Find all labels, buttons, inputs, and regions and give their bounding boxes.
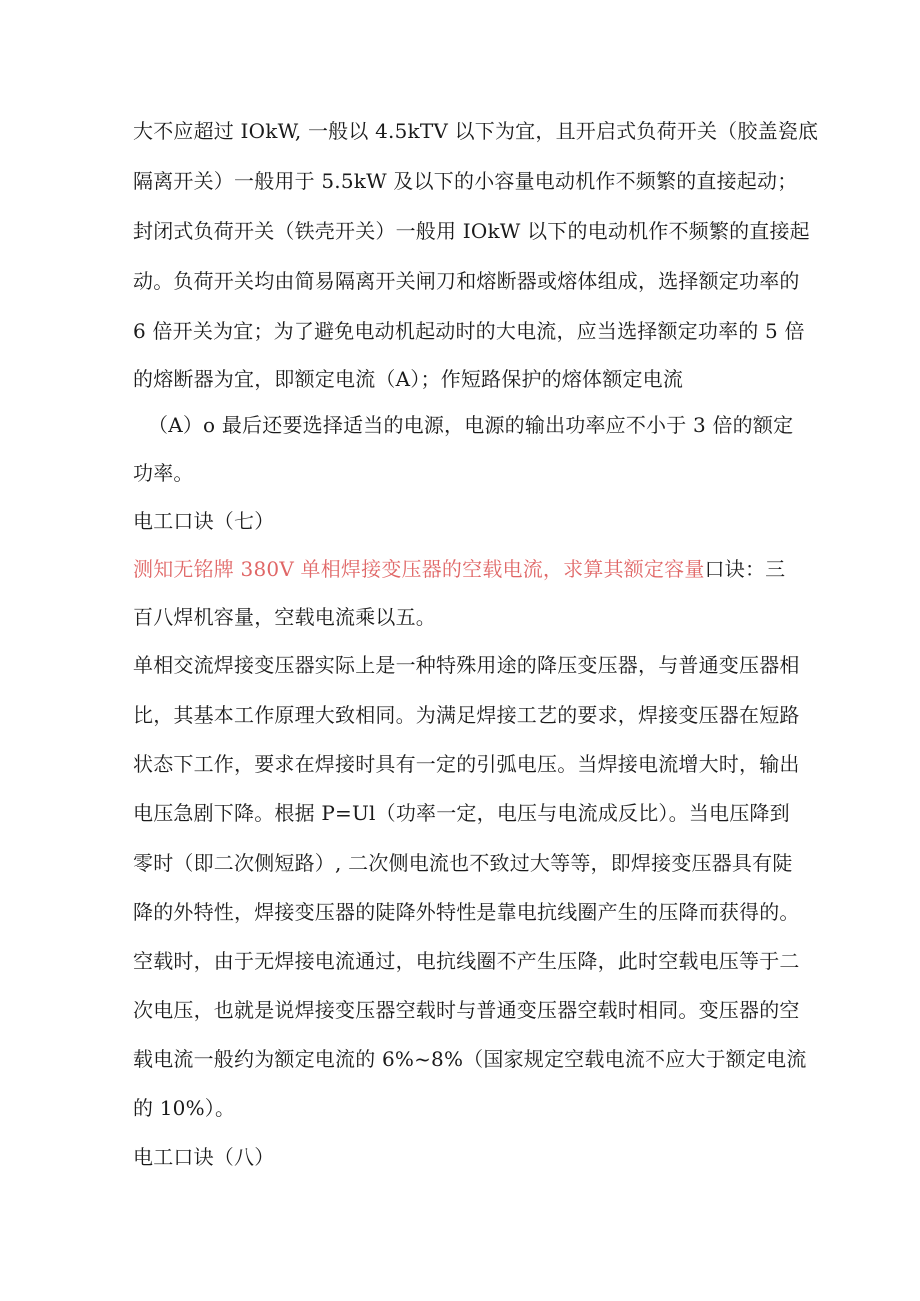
paragraph-1-line-5: 6 倍开关为宜；为了避免电动机起动时的大电流，应当选择额定功率的 5 倍	[133, 319, 805, 343]
paragraph-2-line-8: 次电压，也就是说焊接变压器空载时与普通变压器空载时相同。变压器的空	[133, 998, 800, 1022]
paragraph-1-line-8: 功率。	[133, 461, 194, 485]
paragraph-2-line-3: 状态下工作，要求在焊接时具有一定的引弧电压。当焊接电流增大时，输出	[133, 752, 800, 776]
question-7-line-2: 百八焊机容量，空载电流乘以五。	[133, 605, 436, 629]
paragraph-2-line-1: 单相交流焊接变压器实际上是一种特殊用途的降压变压器，与普通变压器相	[133, 653, 800, 677]
paragraph-1-line-4: 动。负荷开关均由简易隔离开关闸刀和熔断器或熔体组成，选择额定功率的	[133, 269, 800, 293]
paragraph-2-line-10: 的 10%）。	[133, 1096, 236, 1120]
paragraph-2-line-9: 载电流一般约为额定电流的 6%~8%（国家规定空载电流不应大于额定电流	[133, 1047, 807, 1071]
paragraph-2-line-7: 空载时，由于无焊接电流通过，电抗线圈不产生压降，此时空载电压等于二	[133, 949, 800, 973]
paragraph-2-line-5: 零时（即二次侧短路）, 二次侧电流也不致过大等等，即焊接变压器具有陡	[133, 851, 793, 875]
paragraph-2-line-4: 电压急剧下降。根据 P=Ul（功率一定，电压与电流成反比）。当电压降到	[133, 801, 790, 825]
section-heading-8: 电工口诀（八）	[133, 1145, 275, 1169]
question-7-highlight: 测知无铭牌 380V 单相焊接变压器的空载电流，求算其额定容量	[133, 557, 705, 581]
section-heading-7: 电工口诀（七）	[133, 509, 275, 533]
paragraph-2-line-6: 降的外特性，焊接变压器的陡降外特性是靠电抗线圈产生的压降而获得的。	[133, 900, 800, 924]
paragraph-1-line-7: （A）o 最后还要选择适当的电源，电源的输出功率应不小于 3 倍的额定	[148, 413, 794, 437]
paragraph-1-line-2: 隔离开关）一般用于 5.5kW 及以下的小容量电动机作不频繁的直接起动；	[133, 169, 798, 193]
paragraph-1-line-1: 大不应超过 IOkW, 一般以 4.5kTV 以下为宜，且开启式负荷开关（胶盖瓷底	[133, 119, 819, 143]
paragraph-2-line-2: 比，其基本工作原理大致相同。为满足焊接工艺的要求，焊接变压器在短路	[133, 703, 800, 727]
question-7-line-1	[133, 554, 785, 584]
paragraph-1-line-6: 的熔断器为宜，即额定电流（A）；作短路保护的熔体额定电流	[133, 367, 684, 391]
question-7-rest: 口诀：三	[704, 557, 786, 581]
paragraph-1-line-3: 封闭式负荷开关（铁壳开关）一般用 IOkW 以下的电动机作不频繁的直接起	[133, 219, 810, 243]
